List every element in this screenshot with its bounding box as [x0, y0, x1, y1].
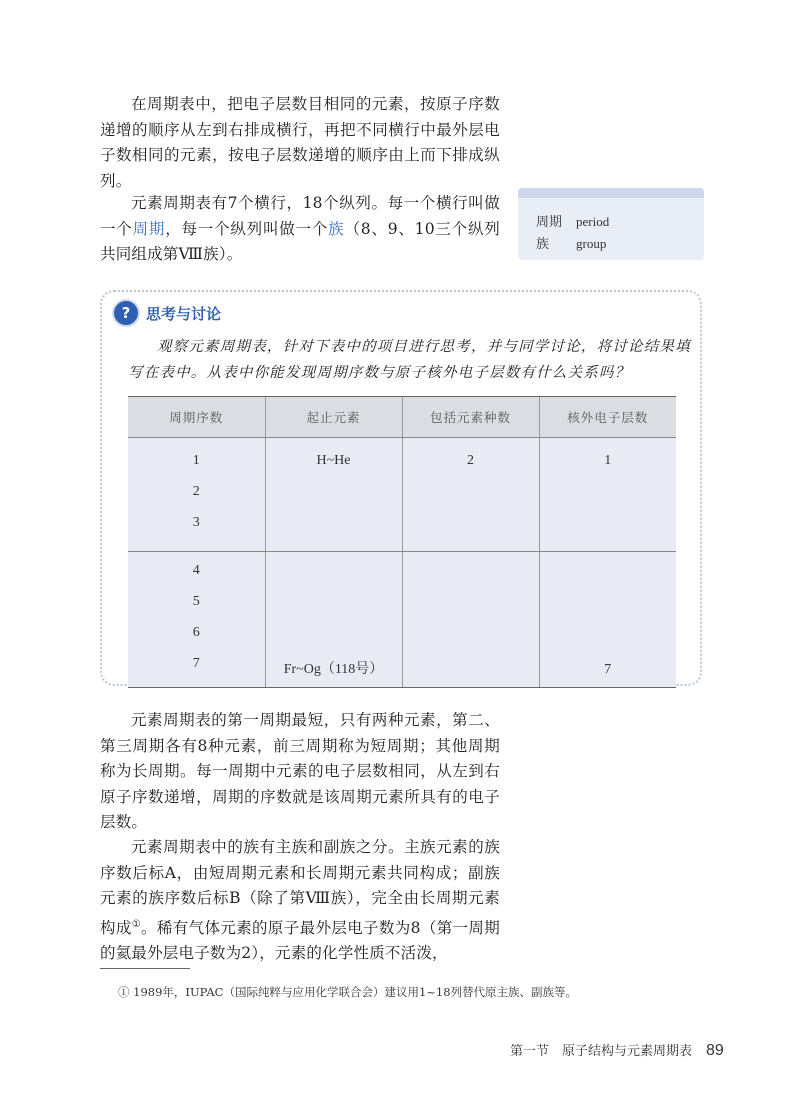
shells-cell	[539, 552, 676, 688]
table-row	[128, 438, 676, 552]
term-group: 族	[328, 219, 345, 238]
intro-text: 元素周期表有7个横行，18个纵列。每一个横行叫做一个	[100, 194, 500, 238]
elements-cell	[265, 438, 402, 552]
discussion-box	[100, 290, 702, 686]
period-number: 7	[192, 656, 200, 671]
intro-paragraph-2	[100, 191, 500, 268]
page-footer	[510, 1040, 724, 1060]
shells-value: 1	[604, 453, 612, 468]
header-start-end-elements: 起止元素	[265, 397, 402, 438]
period-number: 5	[192, 594, 200, 609]
body-text: 。稀有气体元素的原子最外层电子数为8（第一周期的氦最外层电子数为2），元素的化学性质不活泼，	[100, 918, 500, 963]
term-english: group	[576, 236, 607, 251]
footnote-marker[interactable]: ①	[131, 918, 142, 930]
period-number: 3	[192, 515, 200, 530]
period-numbers-cell	[128, 438, 265, 552]
sidebar-term-group	[536, 233, 606, 252]
shells-value: 7	[604, 662, 612, 677]
count-cell	[402, 552, 539, 688]
period-numbers-cell	[128, 552, 265, 688]
count-value: 2	[467, 453, 474, 468]
footnote-divider	[100, 968, 190, 969]
question-icon: ?	[114, 301, 138, 325]
term-chinese: 周期	[536, 215, 563, 230]
period-number: 2	[192, 484, 200, 499]
body-text: 元素周期表中的族有主族和副族之分。主族元素的族序数后标A，由短周期元素和长周期元素共同构成；副族元素的族序数后标B（除了第Ⅷ族），完全由长周期元素构成	[100, 838, 500, 937]
table-row	[128, 552, 676, 688]
intro-text: （8、9、10三个纵列共同组成第Ⅷ族）。	[100, 219, 500, 263]
body-paragraph-1: 元素周期表的第一周期最短，只有两种元素，第二、第三周期各有8种元素，前三周期称为短周期；其他周期称为长周期。每一周期中元素的电子层数相同，从左到右原子序数递增，周期的序数就是该周期元素所具有的电子层数。	[100, 711, 500, 831]
page-number: 89	[706, 1042, 724, 1059]
sidebar-top-bar	[518, 188, 704, 198]
sidebar-term-period	[536, 211, 609, 230]
period-table	[128, 396, 676, 688]
count-cell	[402, 438, 539, 552]
shells-cell	[539, 438, 676, 552]
intro-text: ，每一个纵列叫做一个	[165, 219, 329, 238]
header-electron-shells: 核外电子层数	[539, 397, 676, 438]
period-number: 4	[192, 563, 200, 578]
table-header-row	[128, 397, 676, 438]
term-period: 周期	[132, 219, 166, 238]
footnote: ① 1989年，IUPAC（国际纯粹与应用化学联合会）建议用1~18列替代原主族、副族等。	[118, 985, 578, 999]
intro-paragraph-1: 在周期表中，把电子层数目相同的元素，按原子序数递增的顺序从左到右排成横行，再把不同横行中最外层电子数相同的元素，按电子层数递增的顺序由上而下排成纵列。	[100, 95, 500, 190]
body-paragraph-2	[100, 835, 500, 967]
term-english: period	[576, 214, 610, 229]
header-period-number: 周期序数	[128, 397, 265, 438]
elements-cell	[265, 552, 402, 688]
header-element-count: 包括元素种数	[402, 397, 539, 438]
discussion-header	[114, 301, 221, 325]
term-chinese: 族	[536, 237, 550, 252]
elements-value: H~He	[316, 453, 351, 468]
elements-value: Fr~Og（118号）	[283, 662, 384, 677]
discussion-prompt: 观察元素周期表，针对下表中的项目进行思考，并与同学讨论，将讨论结果填写在表中。从表中你能发现周期序数与原子核外电子层数有什么关系吗？	[128, 339, 691, 381]
period-number: 6	[192, 625, 200, 640]
discussion-title: 思考与讨论	[146, 304, 222, 323]
vocabulary-sidebar	[518, 188, 704, 260]
period-number: 1	[192, 453, 200, 468]
section-title: 第一节 原子结构与元素周期表	[510, 1044, 693, 1059]
